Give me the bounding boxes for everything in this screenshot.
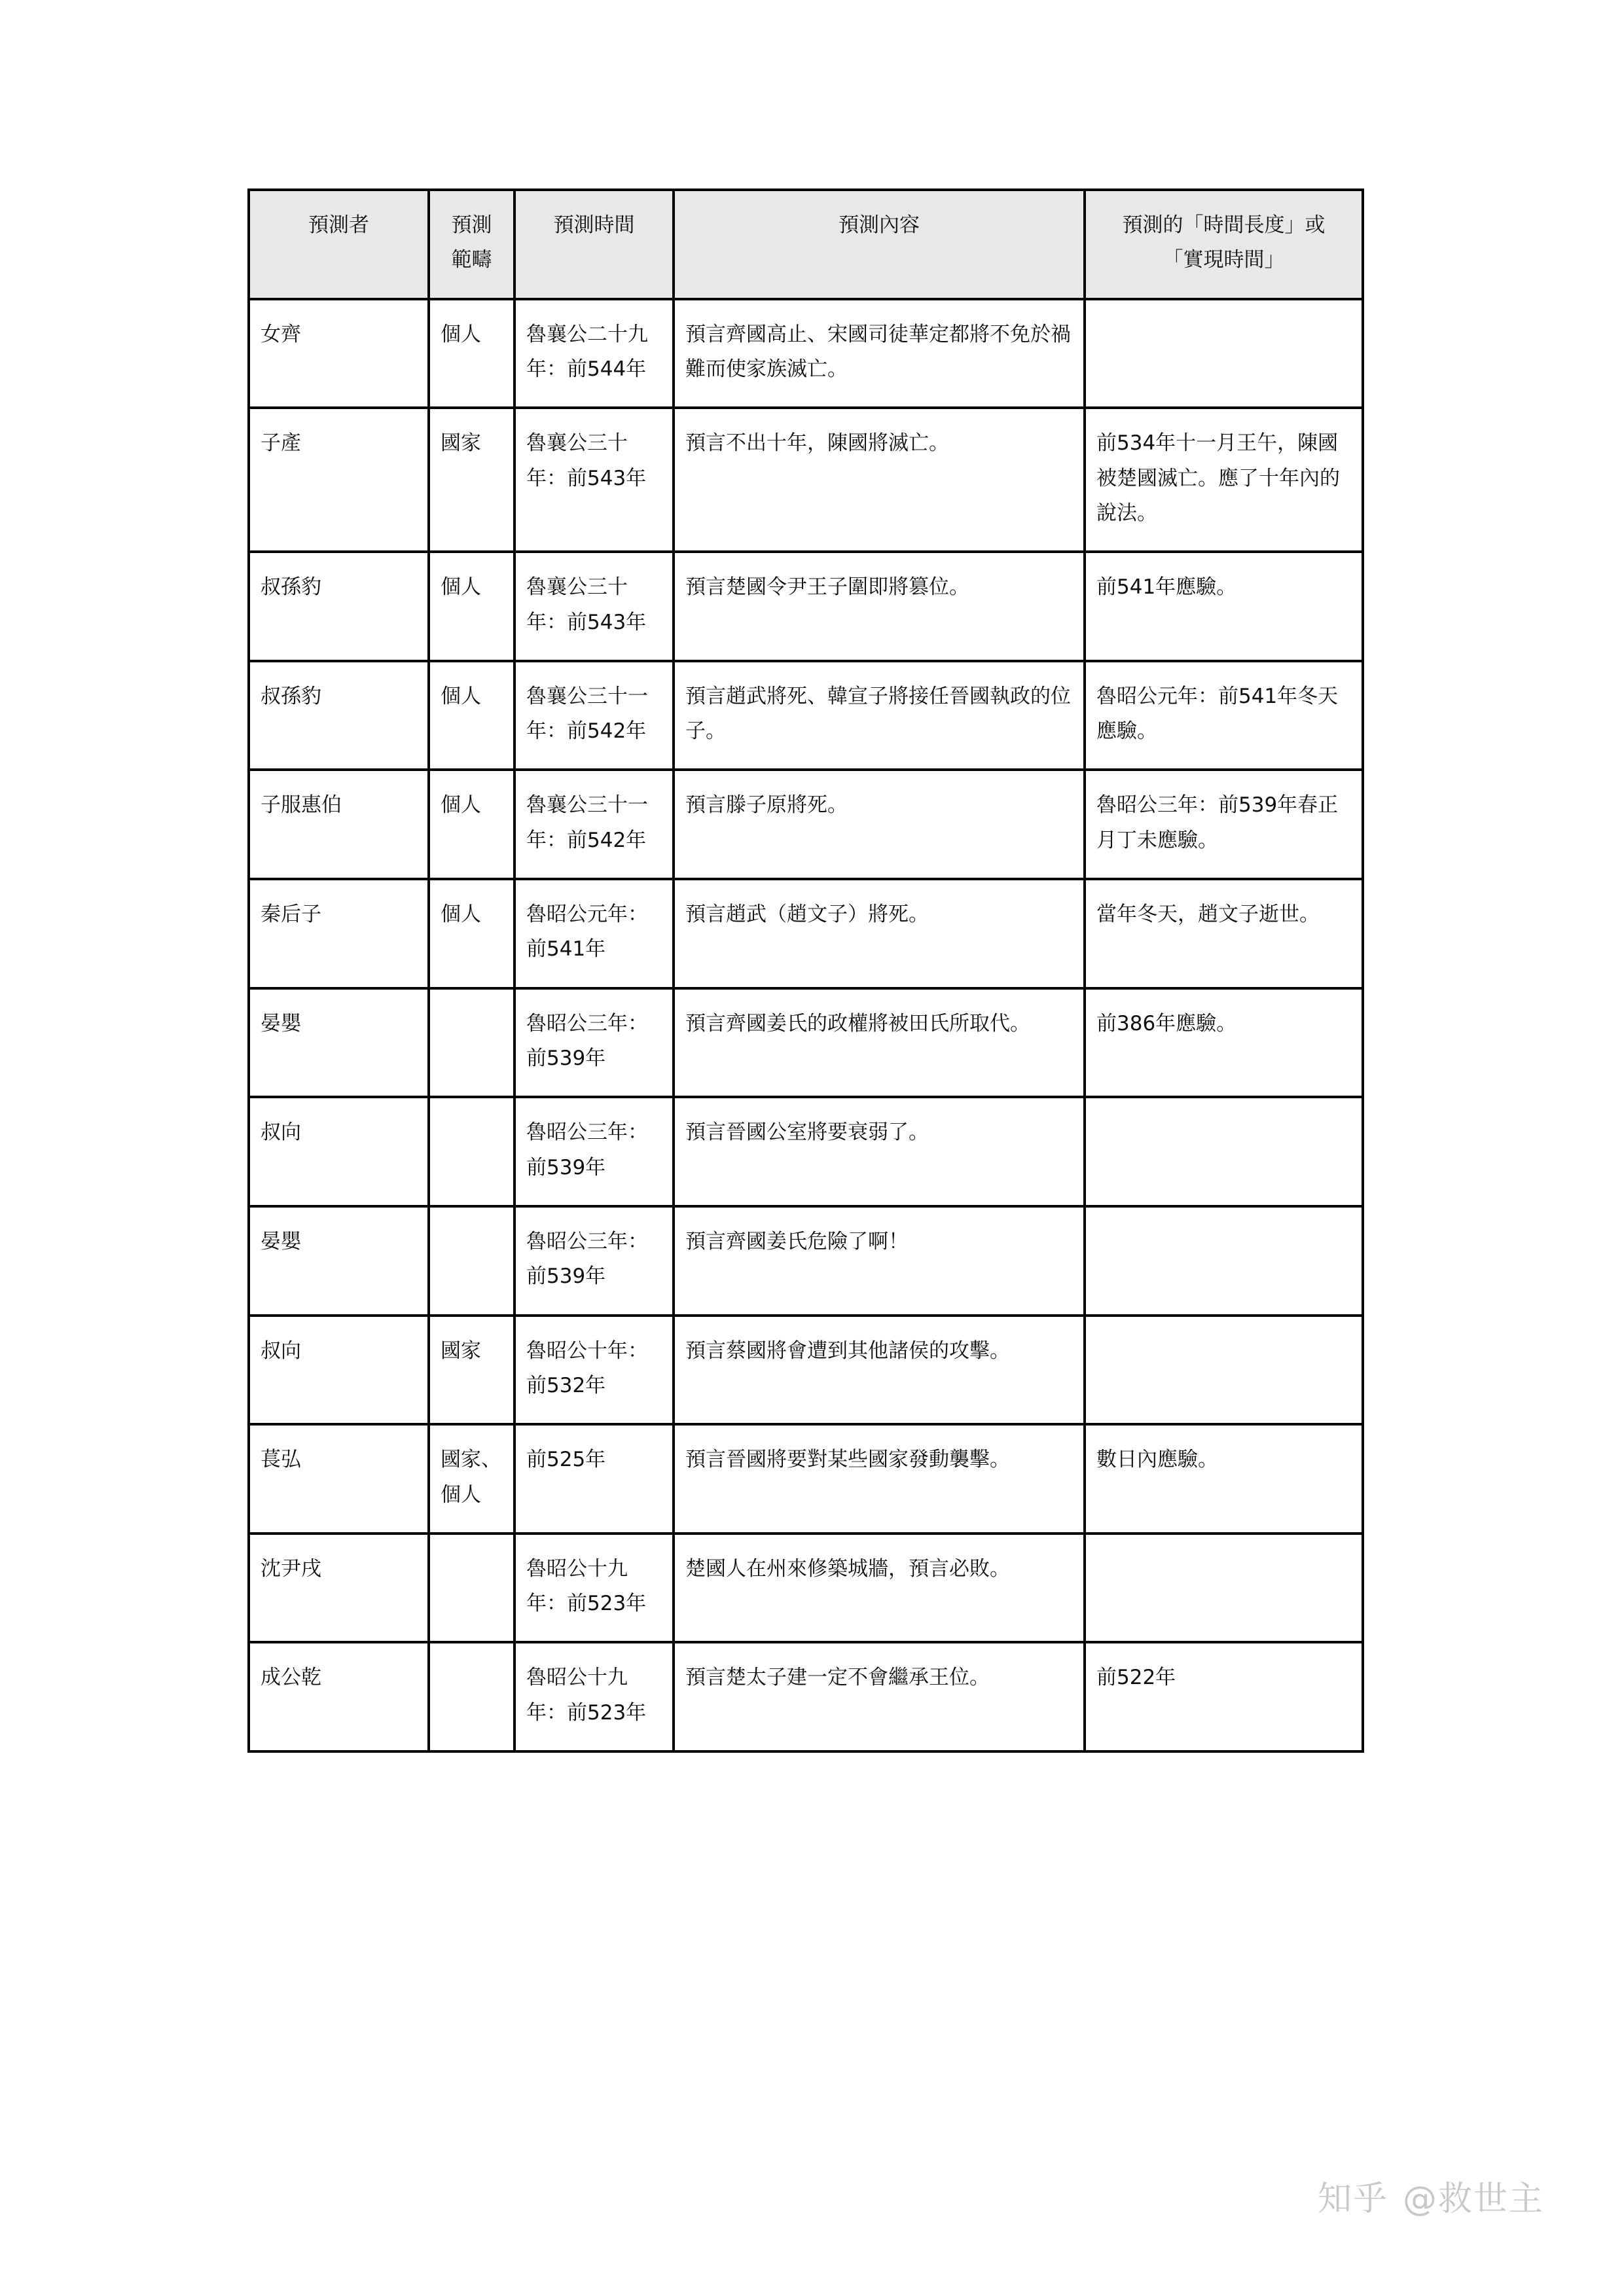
table-row <box>249 988 1363 1098</box>
cell-scope <box>429 1534 514 1643</box>
column-header-predictor-label: 預測者 <box>308 213 369 237</box>
cell-scope <box>429 879 514 988</box>
cell-result-text: 數日內應驗。 <box>1096 1448 1218 1472</box>
cell-result <box>1085 1534 1363 1643</box>
cell-scope-text: 個人 <box>441 322 481 346</box>
column-header-scope-label-line2: 範疇 <box>451 248 492 272</box>
cell-predictor-text: 成公乾 <box>261 1666 321 1690</box>
cell-time-text: 魯襄公三十一年：前542年 <box>526 684 648 744</box>
cell-content-text: 預言齊國姜氏的政權將被田氏所取代。 <box>685 1011 1030 1035</box>
prediction-table-container <box>247 188 1362 1753</box>
cell-content-text: 預言不出十年，陳國將滅亡。 <box>685 431 949 456</box>
cell-scope-text: 國家 <box>441 431 481 456</box>
cell-predictor-text: 子產 <box>261 431 301 456</box>
cell-time <box>514 1097 674 1206</box>
cell-result <box>1085 1206 1363 1316</box>
cell-result <box>1085 1316 1363 1425</box>
table-row <box>249 1097 1363 1206</box>
cell-predictor-text: 晏嬰 <box>261 1229 301 1253</box>
cell-content <box>674 1097 1085 1206</box>
cell-time <box>514 408 674 552</box>
cell-scope <box>429 408 514 552</box>
cell-predictor <box>249 770 429 879</box>
cell-predictor <box>249 661 429 770</box>
column-header-content <box>674 190 1085 299</box>
prediction-table <box>247 188 1364 1753</box>
cell-time <box>514 879 674 988</box>
cell-content <box>674 1206 1085 1316</box>
cell-result <box>1085 1424 1363 1534</box>
cell-scope-text: 國家、個人 <box>441 1448 501 1507</box>
cell-scope <box>429 299 514 408</box>
cell-predictor <box>249 1534 429 1643</box>
cell-predictor <box>249 1316 429 1425</box>
column-header-scope-label-line1: 預測 <box>451 213 492 237</box>
cell-scope <box>429 988 514 1098</box>
cell-time <box>514 1534 674 1643</box>
cell-content-text: 預言楚國令尹王子圍即將篡位。 <box>685 575 969 600</box>
zhihu-logo-text: 知乎 <box>1317 2179 1388 2219</box>
table-row <box>249 552 1363 661</box>
column-header-predictor <box>249 190 429 299</box>
cell-predictor <box>249 879 429 988</box>
cell-time-text: 魯昭公三年：前539年 <box>526 1011 648 1070</box>
cell-time <box>514 299 674 408</box>
cell-predictor-text: 萇弘 <box>261 1448 301 1472</box>
cell-scope <box>429 1424 514 1534</box>
table-row <box>249 408 1363 552</box>
table-row <box>249 1642 1363 1751</box>
cell-predictor <box>249 988 429 1098</box>
column-header-time-label: 預測時間 <box>553 213 635 237</box>
cell-result <box>1085 1642 1363 1751</box>
cell-content-text: 楚國人在州來修築城牆，預言必敗。 <box>685 1556 1010 1581</box>
cell-predictor-text: 晏嬰 <box>261 1011 301 1035</box>
cell-time-text: 魯昭公十年：前532年 <box>526 1338 648 1397</box>
cell-predictor-text: 女齊 <box>261 322 301 346</box>
table-row <box>249 1424 1363 1534</box>
cell-content <box>674 770 1085 879</box>
cell-result <box>1085 770 1363 879</box>
cell-predictor-text: 沈尹戌 <box>261 1556 321 1581</box>
cell-predictor <box>249 1424 429 1534</box>
cell-result-text: 前541年應驗。 <box>1096 575 1237 600</box>
cell-time <box>514 770 674 879</box>
cell-predictor-text: 子服惠伯 <box>261 793 342 817</box>
column-header-scope <box>429 190 514 299</box>
cell-content <box>674 1424 1085 1534</box>
cell-scope-text: 個人 <box>441 793 481 817</box>
cell-time-text: 魯襄公三十年：前543年 <box>526 575 647 634</box>
cell-time-text: 魯昭公三年：前539年 <box>526 1229 648 1289</box>
table-row <box>249 299 1363 408</box>
cell-predictor-text: 叔孫豹 <box>261 575 321 600</box>
watermark-handle: @救世主 <box>1402 2179 1544 2219</box>
cell-time <box>514 1316 674 1425</box>
table-row <box>249 1534 1363 1643</box>
header-row <box>249 190 1363 299</box>
cell-scope <box>429 552 514 661</box>
cell-content <box>674 1642 1085 1751</box>
cell-scope-text: 個人 <box>441 684 481 708</box>
cell-result <box>1085 408 1363 552</box>
table-row <box>249 1316 1363 1425</box>
cell-result <box>1085 299 1363 408</box>
table-body <box>249 299 1363 1751</box>
cell-time <box>514 552 674 661</box>
cell-result <box>1085 1097 1363 1206</box>
cell-predictor <box>249 1097 429 1206</box>
cell-time-text: 魯昭公十九年：前523年 <box>526 1556 647 1616</box>
cell-result-text: 魯昭公三年：前539年春正月丁未應驗。 <box>1096 793 1339 852</box>
cell-result-text: 前534年十一月王午，陳國被楚國滅亡。應了十年內的說法。 <box>1096 431 1340 525</box>
cell-content <box>674 879 1085 988</box>
column-header-content-label: 預測內容 <box>839 213 920 237</box>
cell-content-text: 預言趙武將死、韓宣子將接任晉國執政的位子。 <box>685 684 1071 744</box>
cell-scope <box>429 1206 514 1316</box>
cell-content-text: 預言楚太子建一定不會繼承王位。 <box>685 1666 990 1690</box>
cell-predictor <box>249 1206 429 1316</box>
cell-content <box>674 408 1085 552</box>
cell-result <box>1085 661 1363 770</box>
watermark <box>1317 2179 1544 2219</box>
cell-predictor <box>249 1642 429 1751</box>
cell-content <box>674 988 1085 1098</box>
cell-result <box>1085 879 1363 988</box>
cell-content-text: 預言齊國高止、宋國司徒華定都將不免於禍難而使家族滅亡。 <box>685 322 1071 381</box>
cell-predictor-text: 秦后子 <box>261 903 321 927</box>
cell-time-text: 魯昭公三年：前539年 <box>526 1121 648 1179</box>
cell-time <box>514 1206 674 1316</box>
cell-result <box>1085 552 1363 661</box>
cell-time-text: 魯昭公元年：前541年 <box>526 903 648 961</box>
cell-scope <box>429 1642 514 1751</box>
cell-content <box>674 661 1085 770</box>
cell-result-text: 前386年應驗。 <box>1096 1011 1237 1035</box>
cell-content <box>674 552 1085 661</box>
cell-content-text: 預言晉國公室將要衰弱了。 <box>685 1121 929 1145</box>
cell-content <box>674 1316 1085 1425</box>
cell-scope-text: 國家 <box>441 1338 481 1363</box>
cell-predictor <box>249 552 429 661</box>
cell-predictor-text: 叔向 <box>261 1338 301 1363</box>
cell-time-text: 魯昭公十九年：前523年 <box>526 1666 647 1725</box>
cell-scope-text: 個人 <box>441 903 481 927</box>
cell-content-text: 預言齊國姜氏危險了啊！ <box>685 1229 909 1253</box>
cell-scope <box>429 1097 514 1206</box>
table-row <box>249 770 1363 879</box>
cell-result-text: 前522年 <box>1096 1666 1176 1690</box>
cell-time <box>514 1642 674 1751</box>
cell-predictor <box>249 299 429 408</box>
column-header-result <box>1085 190 1363 299</box>
cell-scope <box>429 770 514 879</box>
cell-time <box>514 988 674 1098</box>
cell-scope <box>429 1316 514 1425</box>
cell-predictor-text: 叔孫豹 <box>261 684 321 708</box>
cell-result-text: 魯昭公元年：前541年冬天應驗。 <box>1096 684 1339 744</box>
cell-content-text: 預言趙武（趙文子）將死。 <box>685 903 929 927</box>
table-row <box>249 661 1363 770</box>
table-row <box>249 879 1363 988</box>
column-header-result-label-line2: 「實現時間」 <box>1163 248 1285 272</box>
cell-time-text: 魯襄公二十九年：前544年 <box>526 322 648 381</box>
cell-time <box>514 661 674 770</box>
table-row <box>249 1206 1363 1316</box>
cell-time-text: 前525年 <box>526 1448 606 1472</box>
cell-content-text: 預言晉國將要對某些國家發動襲擊。 <box>685 1448 1010 1472</box>
column-header-time <box>514 190 674 299</box>
table-header <box>249 190 1363 299</box>
cell-content-text: 預言蔡國將會遭到其他諸侯的攻擊。 <box>685 1338 1010 1363</box>
cell-content-text: 預言滕子原將死。 <box>685 793 848 817</box>
cell-time-text: 魯襄公三十年：前543年 <box>526 431 647 490</box>
cell-scope <box>429 661 514 770</box>
cell-content <box>674 1534 1085 1643</box>
cell-time-text: 魯襄公三十一年：前542年 <box>526 793 648 852</box>
cell-time <box>514 1424 674 1534</box>
cell-result <box>1085 988 1363 1098</box>
cell-predictor-text: 叔向 <box>261 1121 301 1145</box>
cell-predictor <box>249 408 429 552</box>
column-header-result-label-line1: 預測的「時間長度」或 <box>1122 213 1326 237</box>
cell-scope-text: 個人 <box>441 575 481 600</box>
cell-result-text: 當年冬天，趙文子逝世。 <box>1096 903 1320 927</box>
cell-content <box>674 299 1085 408</box>
